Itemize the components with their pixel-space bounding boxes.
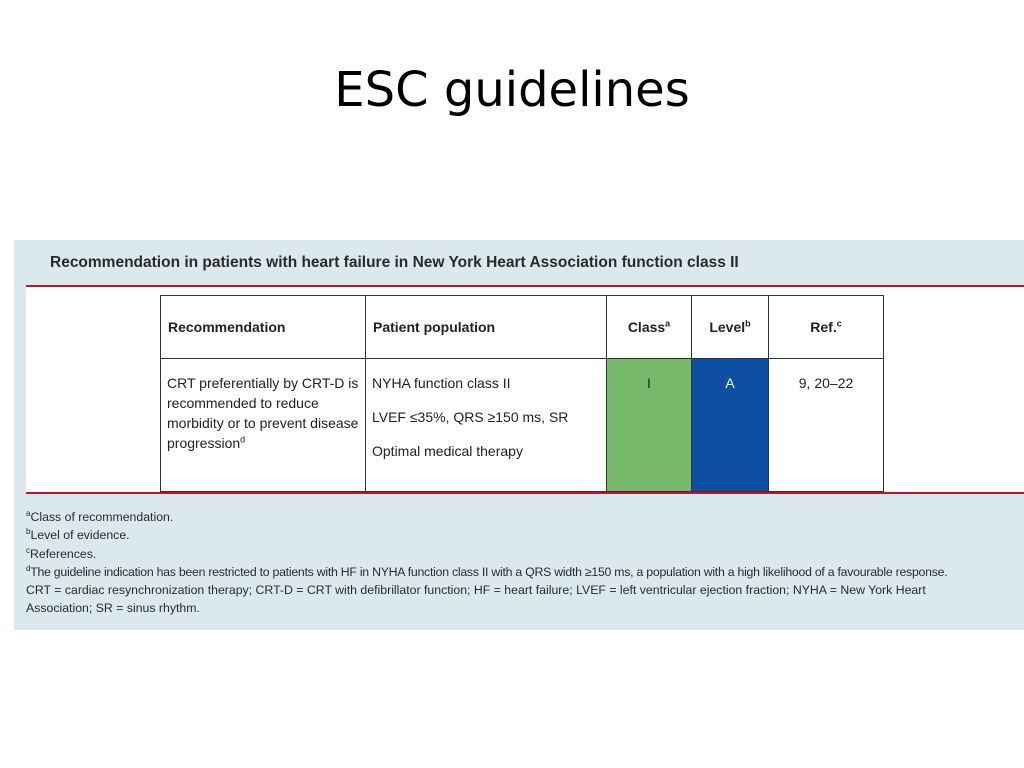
abbreviations-line-2: Association; SR = sinus rhythm. [26,601,200,616]
footnote-c-text: References. [30,546,97,561]
table-header-row [161,296,884,359]
recommendation-text: CRT preferentially by CRT-D is recommended to reduce morbidity or to prevent disease progression [167,375,359,451]
guideline-panel [14,240,1024,630]
header-ref-label: Ref. [810,319,837,335]
cell-class: I [607,359,692,492]
footnotes [26,508,1016,618]
header-ref-sup: c [836,318,842,329]
footnote-a-marker: a [26,508,31,518]
recommendation-table [160,295,884,492]
cell-ref: 9, 20–22 [769,359,884,492]
header-recommendation: Recommendation [161,296,366,359]
header-population: Patient population [366,296,607,359]
header-class-label: Class [627,319,666,335]
header-level-sup: b [745,318,751,329]
population-line-3: Optimal medical therapy [372,443,523,459]
slide-title: ESC guidelines [334,62,690,118]
abbreviations-line-1: CRT = cardiac resynchronization therapy; CRT-D = CRT with defibrillator function; HF = heart failure; LVEF = left ventricular ejection fraction; NYHA = New York Heart [26,583,926,598]
header-ref [769,296,884,359]
panel-heading: Recommendation in patients with heart failure in New York Heart Association function class II [50,254,739,271]
header-class-sup: a [665,318,671,329]
footnote-c-marker: c [26,545,30,555]
cell-level: A [692,359,769,492]
header-level-label: Level [709,319,746,335]
footnote-d-text: The guideline indication has been restricted to patients with HF in NYHA function class II with a QRS width ≥150 ms, a population with a high likelihood of a favourable response. [30,564,948,579]
population-line-2: LVEF ≤35%, QRS ≥150 ms, SR [372,409,569,425]
footnote-d-marker: d [26,563,31,573]
cell-population [366,359,607,492]
header-class [607,296,692,359]
footnote-b-marker: b [26,527,31,537]
footnote-a-text: Class of recommendation. [30,510,174,524]
bottom-divider [26,492,1024,494]
footnote-c [26,545,1016,563]
population-line-1: NYHA function class II [372,375,511,391]
footnote-d [26,563,1016,581]
footnote-b-text: Level of evidence. [30,528,130,543]
header-level [692,296,769,359]
recommendation-sup: d [240,434,246,445]
table-row [161,359,884,492]
footnote-b [26,526,1016,544]
cell-recommendation [161,359,366,492]
footnote-a [26,508,1016,526]
